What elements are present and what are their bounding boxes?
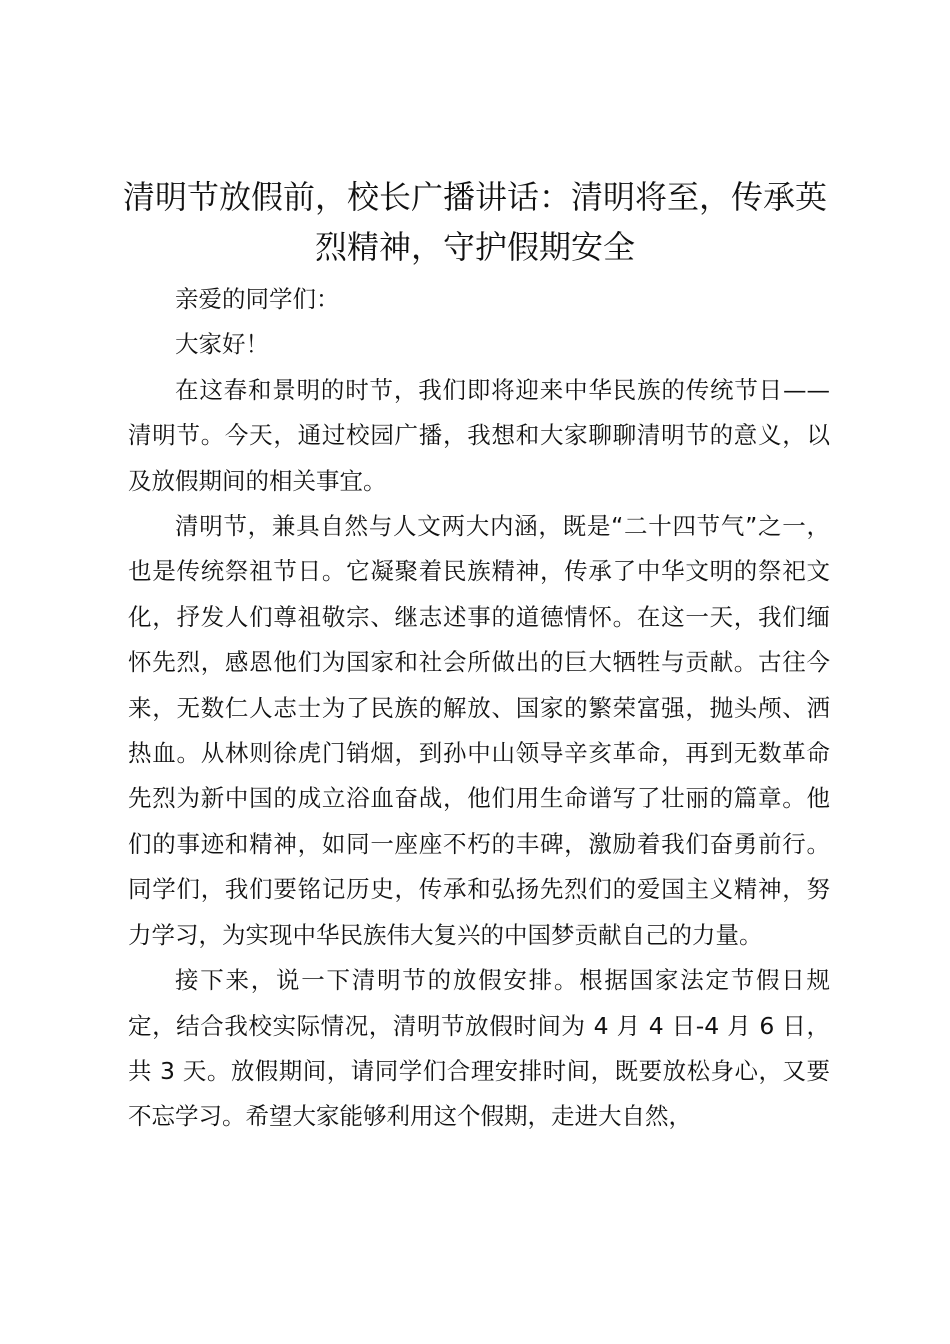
- salutation: 亲爱的同学们：: [175, 285, 340, 313]
- paragraph-intro: 在这春和景明的时节，我们即将迎来中华民族的传统节日——清明节。今天，通过校园广播，我想和大家聊聊清明节的意义，以及放假期间的相关事宜。: [128, 375, 830, 495]
- paragraph-holiday-arrangement: 接下来，说一下清明节的放假安排。根据国家法定节假日规定，结合我校实际情况，清明节放假时间为 4 月 4 日-4 月 6 日，共 3 天。放假期间，请同学们合理安排时间，既要放松身心，又要不忘学习。希望大家能够利用这个假期，走进大自然，: [128, 966, 830, 1131]
- paragraph-meaning: 清明节，兼具自然与人文两大内涵，既是“二十四节气”之一，也是传统祭祖节日。它凝聚着民族精神，传承了中华文明的祭祀文化，抒发人们尊祖敬宗、继志述事的道德情怀。在这一天，我们缅怀先烈，感恩他们为国家和社会所做出的巨大牺牲与贡献。古往今来，无数仁人志士为了民族的解放、国家的繁荣富强，抛头颅、洒热血。从林则徐虎门销烟，到孙中山领导辛亥革命，再到无数革命先烈为新中国的成立浴血奋战，他们用生命谱写了壮丽的篇章。他们的事迹和精神，如同一座座不朽的丰碑，激励着我们奋勇前行。同学们，我们要铭记历史，传承和弘扬先烈们的爱国主义精神，努力学习，为实现中华民族伟大复兴的中国梦贡献自己的力量。: [128, 512, 830, 949]
- greeting: 大家好！: [175, 330, 269, 359]
- document-title: 清明节放假前，校长广播讲话：清明将至，传承英烈精神，守护假期安全: [122, 178, 827, 266]
- document-body: [128, 277, 830, 1140]
